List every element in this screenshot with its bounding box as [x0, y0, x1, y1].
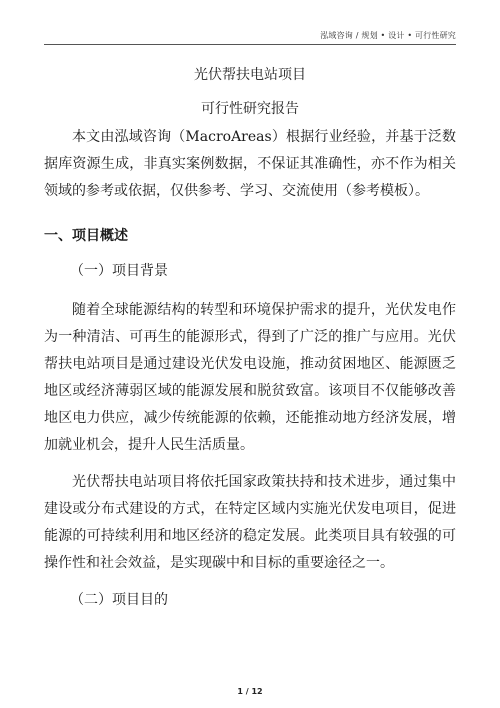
background-paragraph-2: 光伏帮扶电站项目将依托国家政策扶持和技术进步，通过集中建设或分布式建设的方式，在特定区域内实施光伏发电项目，促进能源的可持续利用和地区经济的稳定发展。此类项目具有较强的可操作性和社会效益，是实现碳中和目标的重要途径之一。	[44, 474, 456, 571]
header-divider	[44, 44, 456, 45]
page-number: 1 / 12	[237, 687, 263, 696]
document-subtitle: 可行性研究报告	[201, 101, 299, 117]
page-header: 泓域咨询 / 规划 • 设计 • 可行性研究	[320, 31, 456, 40]
document-body	[44, 60, 456, 614]
background-paragraph-1: 随着全球能源结构的转型和环境保护需求的提升，光伏发电作为一种清洁、可再生的能源形式，得到了广泛的推广与应用。光伏帮扶电站项目是通过建设光伏发电设施，推动贫困地区、能源匮乏地区或经济薄弱区域的能源发展和脱贫致富。该项目不仅能够改善地区电力供应，减少传统能源的依赖，还能推动地方经济发展，增加就业机会，提升人民生活质量。	[44, 302, 456, 453]
intro-paragraph: 本文由泓域咨询（MacroAreas）根据行业经验，并基于泛数据库资源生成，非真实案例数据，不保证其准确性，亦不作为相关领域的参考或依据，仅供参考、学习、交流使用（参考模板）。	[44, 129, 456, 199]
document-title: 光伏帮扶电站项目	[194, 67, 306, 83]
section-heading-overview: 一、项目概述	[44, 228, 128, 244]
subsection-heading-background: （一）项目背景	[70, 263, 168, 279]
subsection-heading-purpose: （二）项目目的	[70, 592, 168, 608]
